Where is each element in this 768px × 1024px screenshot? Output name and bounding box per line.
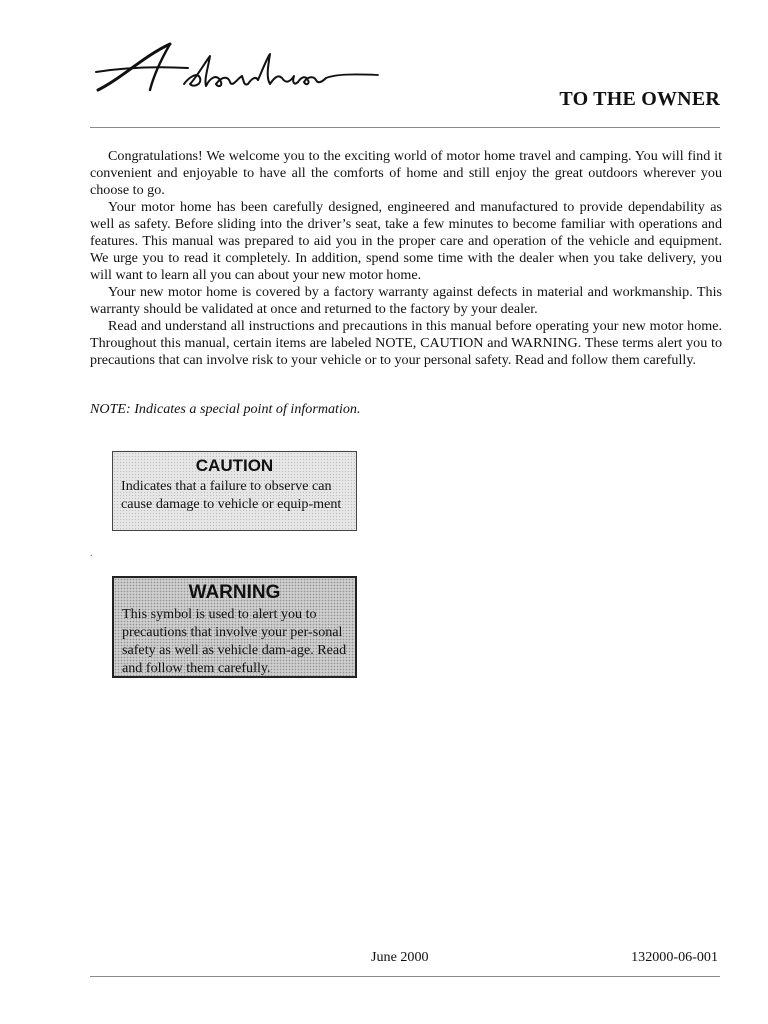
warning-heading: WARNING bbox=[188, 582, 281, 603]
paragraph-design: Your motor home has been carefully designed, engineered and manufactured to provide dependability as well as safety. Before sliding into the driver’s seat, take a few minutes to become familiar with operations and features. This manual was prepared to aid you in the proper care and operation of the vehicle and equipment. We urge you to read it completely. In addition, spend some time with the dealer when you take delivery, you will want to learn all you can about your new motor home. bbox=[90, 199, 722, 283]
adventurer-script-logo-icon bbox=[92, 38, 382, 98]
caution-box bbox=[112, 451, 357, 531]
adventurer-logo bbox=[92, 38, 382, 98]
page-title: TO THE OWNER bbox=[559, 88, 720, 110]
footer-divider bbox=[90, 976, 720, 977]
intro-text bbox=[90, 148, 722, 369]
caution-heading: CAUTION bbox=[195, 456, 274, 475]
paragraph-precautions: Read and understand all instructions and precautions in this manual before operating your new motor home. Throughout this manual, certain items are labeled NOTE, CAUTION and WARNING. These terms alert you to precautions that can involve risk to your vehicle or to your personal safety. Read and follow them carefully. bbox=[90, 318, 722, 368]
footer-document-code: 132000-06-001 bbox=[631, 949, 718, 965]
warning-box bbox=[112, 576, 357, 678]
paragraph-warranty: Your new motor home is covered by a factory warranty against defects in material and workmanship. This warranty should be validated at once and returned to the factory by your dealer. bbox=[90, 284, 722, 317]
header-divider bbox=[90, 127, 720, 128]
paragraph-welcome: Congratulations! We welcome you to the exciting world of motor home travel and camping. You will find it convenient and enjoyable to have all the comforts of home and still enjoy the great outdoors wherever you choose to go. bbox=[90, 148, 722, 198]
footer-date: June 2000 bbox=[371, 949, 429, 965]
note-definition: NOTE: Indicates a special point of information. bbox=[90, 401, 361, 417]
caution-text: Indicates that a failure to observe can cause damage to vehicle or equip-ment bbox=[121, 478, 342, 512]
stray-mark: . bbox=[90, 548, 93, 559]
warning-text: This symbol is used to alert you to precautions that involve your per-sonal safety as well as vehicle dam-age. Read and follow them carefully. bbox=[122, 606, 347, 676]
